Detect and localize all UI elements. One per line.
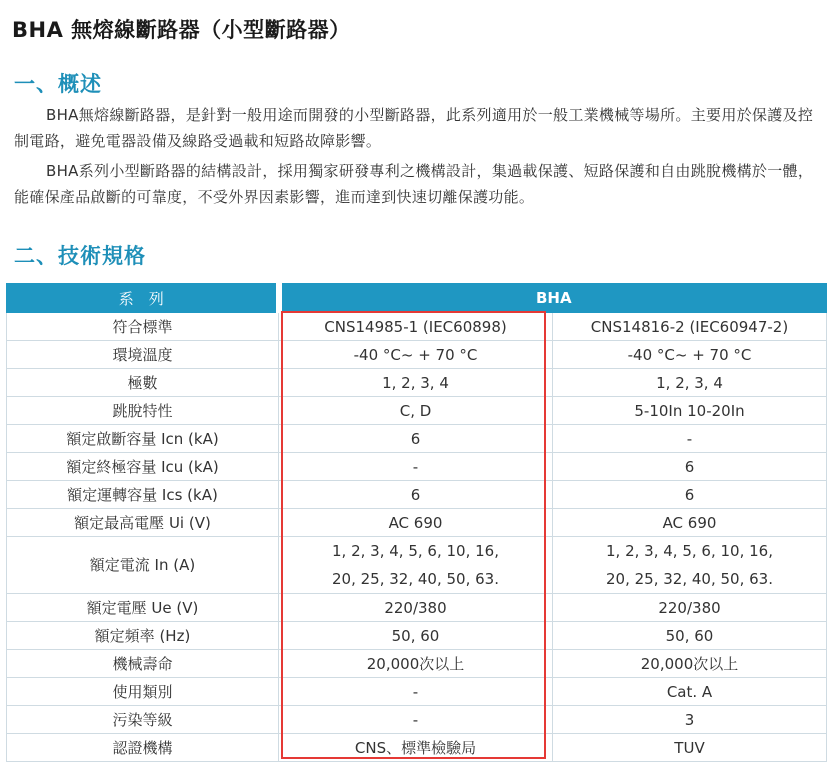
row-label: 符合標準 bbox=[7, 313, 279, 341]
col2-value: 50, 60 bbox=[553, 622, 827, 650]
col2-value bbox=[553, 537, 827, 594]
col2-value: 3 bbox=[553, 706, 827, 734]
col1-value: 220/380 bbox=[279, 594, 553, 622]
col1-value: 20,000次以上 bbox=[279, 650, 553, 678]
col1-value: C, D bbox=[279, 397, 553, 425]
col1-value: 6 bbox=[279, 481, 553, 509]
row-label: 額定電流 In (A) bbox=[7, 537, 279, 594]
table-row bbox=[7, 734, 827, 762]
col2-value: 220/380 bbox=[553, 594, 827, 622]
table-row bbox=[7, 509, 827, 537]
col2-value: - bbox=[553, 425, 827, 453]
col1-value: AC 690 bbox=[279, 509, 553, 537]
series-header: 系 列 bbox=[7, 284, 279, 313]
table-row bbox=[7, 425, 827, 453]
table-row bbox=[7, 369, 827, 397]
col1-value: 50, 60 bbox=[279, 622, 553, 650]
col2-value: AC 690 bbox=[553, 509, 827, 537]
row-label: 使用類別 bbox=[7, 678, 279, 706]
table-row bbox=[7, 706, 827, 734]
row-label: 機械壽命 bbox=[7, 650, 279, 678]
table-row bbox=[7, 313, 827, 341]
col1-value: - bbox=[279, 453, 553, 481]
row-label: 額定終極容量 Icu (kA) bbox=[7, 453, 279, 481]
row-label: 額定電壓 Ue (V) bbox=[7, 594, 279, 622]
table-row bbox=[7, 650, 827, 678]
row-label: 污染等級 bbox=[7, 706, 279, 734]
col1-value: CNS、標準檢驗局 bbox=[279, 734, 553, 762]
col2-line-1: 1, 2, 3, 4, 5, 6, 10, 16, bbox=[606, 542, 773, 560]
table-row bbox=[7, 341, 827, 369]
col1-value: CNS14985-1 (IEC60898) bbox=[279, 313, 553, 341]
overview-paragraph-1: BHA無熔線斷路器，是針對一般用途而開發的小型斷路器，此系列適用於一般工業機械等場所。主要用於保護及控制電路，避免電器設備及線路受過載和短路故障影響。 bbox=[14, 106, 814, 150]
row-label: 額定最高電壓 Ui (V) bbox=[7, 509, 279, 537]
col2-value: CNS14816-2 (IEC60947-2) bbox=[553, 313, 827, 341]
col2-value: TUV bbox=[553, 734, 827, 762]
page-title: BHA 無熔線斷路器（小型斷路器） bbox=[12, 18, 351, 42]
table-row bbox=[7, 397, 827, 425]
row-label: 額定運轉容量 Ics (kA) bbox=[7, 481, 279, 509]
table-row bbox=[7, 453, 827, 481]
row-label: 極數 bbox=[7, 369, 279, 397]
table-row bbox=[7, 594, 827, 622]
table-row bbox=[7, 481, 827, 509]
row-label: 環境溫度 bbox=[7, 341, 279, 369]
row-label: 額定頻率 (Hz) bbox=[7, 622, 279, 650]
col1-value: 6 bbox=[279, 425, 553, 453]
col1-value: - bbox=[279, 706, 553, 734]
col2-value: 6 bbox=[553, 481, 827, 509]
col2-line-2: 20, 25, 32, 40, 50, 63. bbox=[606, 570, 773, 588]
model-header: BHA bbox=[279, 284, 827, 313]
col1-line-2: 20, 25, 32, 40, 50, 63. bbox=[332, 570, 499, 588]
col2-value: 6 bbox=[553, 453, 827, 481]
col2-value: -40 °C~ + 70 °C bbox=[553, 341, 827, 369]
spec-header-row bbox=[7, 284, 827, 313]
specs-heading: 二、技術規格 bbox=[14, 244, 146, 268]
col1-value: -40 °C~ + 70 °C bbox=[279, 341, 553, 369]
row-label: 認證機構 bbox=[7, 734, 279, 762]
row-label: 額定啟斷容量 Icn (kA) bbox=[7, 425, 279, 453]
spec-table bbox=[6, 283, 827, 762]
col2-value: Cat. A bbox=[553, 678, 827, 706]
col1-value bbox=[279, 537, 553, 594]
overview-paragraph-2: BHA系列小型斷路器的結構設計，採用獨家研發專利之機構設計，集過載保護、短路保護和自由跳脫機構於一體，能確保產品啟斷的可靠度，不受外界因素影響，進而達到快速切離保護功能。 bbox=[14, 162, 814, 206]
col1-value: 1, 2, 3, 4 bbox=[279, 369, 553, 397]
table-row bbox=[7, 678, 827, 706]
col1-value: - bbox=[279, 678, 553, 706]
table-row bbox=[7, 537, 827, 594]
col1-line-1: 1, 2, 3, 4, 5, 6, 10, 16, bbox=[332, 542, 499, 560]
row-label: 跳脫特性 bbox=[7, 397, 279, 425]
col2-value: 5-10In 10-20In bbox=[553, 397, 827, 425]
table-row bbox=[7, 622, 827, 650]
overview-heading: 一、概述 bbox=[14, 72, 102, 96]
col2-value: 20,000次以上 bbox=[553, 650, 827, 678]
col2-value: 1, 2, 3, 4 bbox=[553, 369, 827, 397]
